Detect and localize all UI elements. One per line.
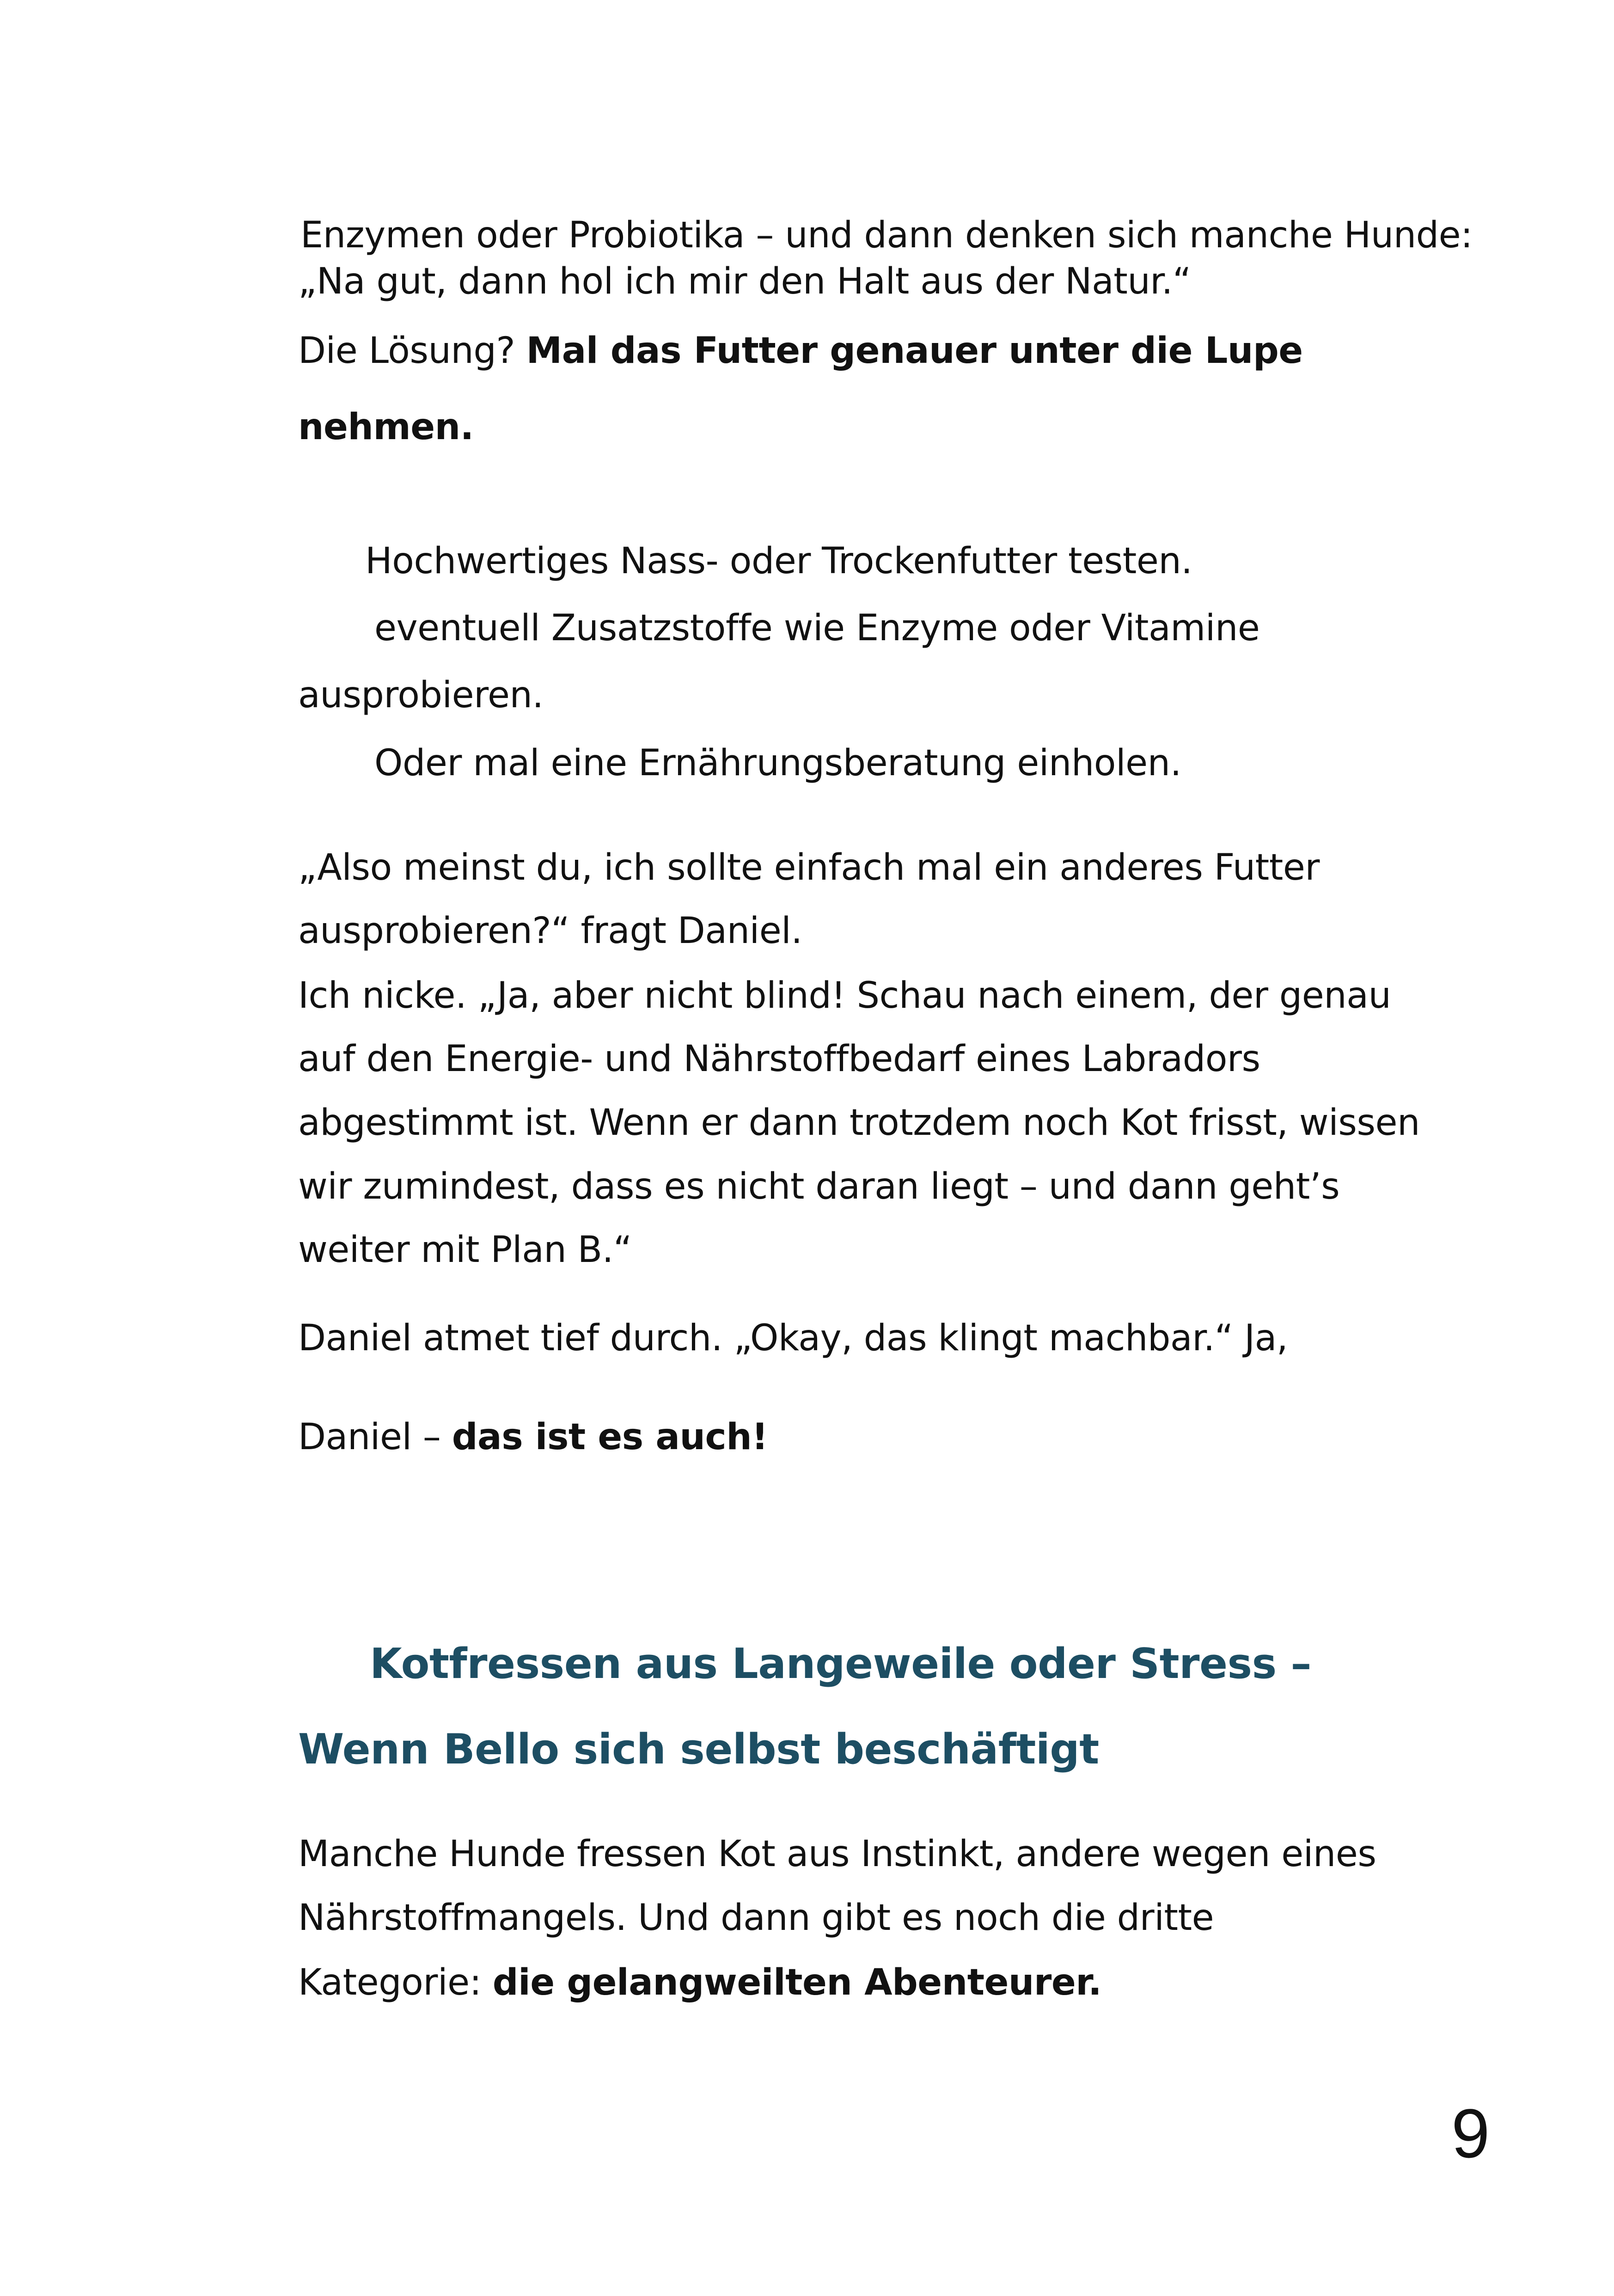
text-line: Daniel atmet tief durch. „Okay, das klingt machbar.“ Ja, — [298, 1317, 1288, 1359]
section-heading: Wenn Bello sich selbst beschäftigt — [298, 1725, 1099, 1774]
text-bold: die gelangweilten Abenteurer. — [492, 1962, 1102, 2003]
text-line: Nährstoffmangels. Und dann gibt es noch die dritte — [298, 1897, 1214, 1939]
text-bold: nehmen. — [298, 406, 474, 448]
text-line: weiter mit Plan B.“ — [298, 1229, 632, 1271]
text-line: ausprobieren?“ fragt Daniel. — [298, 910, 802, 952]
section-heading: Kotfressen aus Langeweile oder Stress – — [370, 1640, 1312, 1688]
page-number: 9 — [1451, 2094, 1490, 2172]
text-line — [298, 330, 1303, 372]
text-line — [298, 1416, 768, 1458]
text-line — [298, 406, 474, 448]
text-bold: das ist es auch! — [452, 1416, 768, 1458]
text-line: abgestimmt ist. Wenn er dann trotzdem noch Kot frisst, wissen — [298, 1102, 1420, 1144]
text-line: Manche Hunde fressen Kot aus Instinkt, andere wegen eines — [298, 1833, 1376, 1875]
list-item-continuation: ausprobieren. — [298, 674, 544, 716]
list-item: Oder mal eine Ernährungsberatung einholen. — [374, 742, 1181, 784]
text-plain: Die Lösung? — [298, 330, 526, 372]
text-line: Ich nicke. „Ja, aber nicht blind! Schau nach einem, der genau — [298, 975, 1391, 1016]
text-line: „Also meinst du, ich sollte einfach mal ein anderes Futter — [298, 847, 1320, 888]
text-line: „Na gut, dann hol ich mir den Halt aus der Natur.“ — [298, 261, 1191, 302]
text-line: Enzymen oder Probiotika – und dann denken sich manche Hunde: — [300, 214, 1473, 256]
text-line: wir zumindest, dass es nicht daran liegt – und dann geht’s — [298, 1166, 1340, 1207]
text-line — [298, 1962, 1102, 2003]
text-line: auf den Energie- und Nährstoffbedarf eines Labradors — [298, 1038, 1260, 1080]
list-item: Hochwertiges Nass- oder Trockenfutter testen. — [365, 540, 1192, 582]
text-plain: Kategorie: — [298, 1962, 493, 2003]
text-bold: Mal das Futter genauer unter die Lupe — [526, 330, 1303, 372]
list-item: eventuell Zusatzstoffe wie Enzyme oder Vitamine — [374, 607, 1260, 649]
text-plain: Daniel – — [298, 1416, 452, 1458]
